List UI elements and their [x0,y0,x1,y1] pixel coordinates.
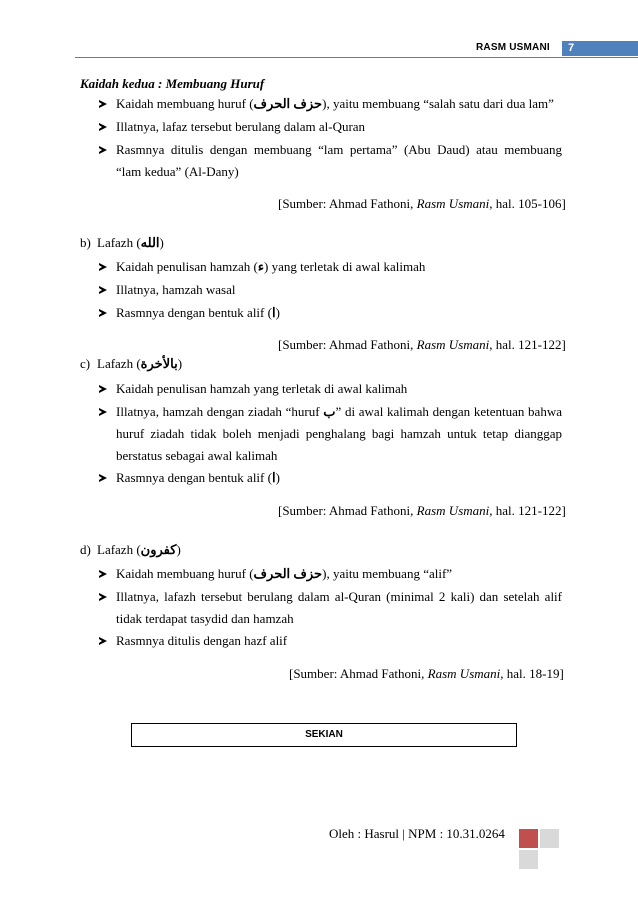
bullet-arrow-icon [99,100,107,108]
page-number-badge [562,41,638,56]
bullet-item-continuation: huruf ziadah tidak boleh menjadi penghalang bagi hamzah untuk tetap dianggap [116,426,562,441]
closing-box: SEKIAN [131,723,517,747]
bullet-arrow-icon [99,637,107,645]
bullet-item: Kaidah penulisan hamzah (ء) yang terletak di awal kalimah [116,259,426,274]
bullet-arrow-icon [99,123,107,131]
source-citation: [Sumber: Ahmad Fathoni, Rasm Usmani, hal. 121-122] [278,503,566,518]
bullet-item: Kaidah membuang huruf (حزف الحرف), yaitu membuang “alif” [116,566,453,581]
list-marker: d) [80,542,91,557]
bullet-item: Kaidah membuang huruf (حزف الحرف), yaitu membuang “salah satu dari dua lam” [116,96,554,111]
footer-author: Oleh : Hasrul | NPM : 10.31.0264 [329,826,505,841]
bullet-arrow-icon [99,385,107,393]
footer-decoration-square [519,850,538,869]
bullet-item: Rasmnya ditulis dengan membuang “lam pertama” (Abu Daud) atau membuang [116,142,562,157]
bullet-item: Rasmnya dengan bentuk alif (ا) [116,305,280,320]
header-rule [75,57,638,58]
bullet-item: Illatnya, hamzah wasal [116,282,236,297]
bullet-arrow-icon [99,286,107,294]
bullet-arrow-icon [99,593,107,601]
subsection-label: Lafazh (الله) [97,235,164,250]
bullet-arrow-icon [99,570,107,578]
bullet-item-continuation: berstatus sebagai awal kalimah [116,448,278,463]
subsection-label: Lafazh (بالأخرة) [97,356,183,371]
bullet-item: Rasmnya ditulis dengan hazf alif [116,633,288,648]
bullet-item: Rasmnya dengan bentuk alif (ا) [116,470,280,485]
page-number: 7 [568,42,575,54]
bullet-item: Kaidah penulisan hamzah yang terletak di awal kalimah [116,381,408,396]
bullet-item-continuation: tidak terdapat tasydid dan hamzah [116,611,294,626]
bullet-arrow-icon [99,263,107,271]
bullet-item-continuation: “lam kedua” (Al-Dany) [116,164,239,179]
footer-decoration-square [540,829,559,848]
source-citation: [Sumber: Ahmad Fathoni, Rasm Usmani, hal. 105-106] [278,196,566,211]
bullet-item: Illatnya, hamzah dengan ziadah “huruf ب” di awal kalimah dengan ketentuan bahwa [116,404,562,419]
bullet-arrow-icon [99,474,107,482]
list-marker: c) [80,356,91,371]
running-header-title: RASM USMANI [476,42,550,53]
bullet-arrow-icon [99,309,107,317]
bullet-item: Illatnya, lafaz tersebut berulang dalam al-Quran [116,119,366,134]
footer-decoration-square [519,829,538,848]
source-citation: [Sumber: Ahmad Fathoni, Rasm Usmani, hal. 18-19] [289,666,564,681]
bullet-arrow-icon [99,408,107,416]
bullet-arrow-icon [99,146,107,154]
list-marker: b) [80,235,91,250]
section-heading: Kaidah kedua : Membuang Huruf [80,76,265,91]
source-citation: [Sumber: Ahmad Fathoni, Rasm Usmani, hal. 121-122] [278,337,566,352]
subsection-label: Lafazh (كفرون) [97,542,181,557]
bullet-item: Illatnya, lafazh tersebut berulang dalam al-Quran (minimal 2 kali) dan setelah alif [116,589,562,604]
